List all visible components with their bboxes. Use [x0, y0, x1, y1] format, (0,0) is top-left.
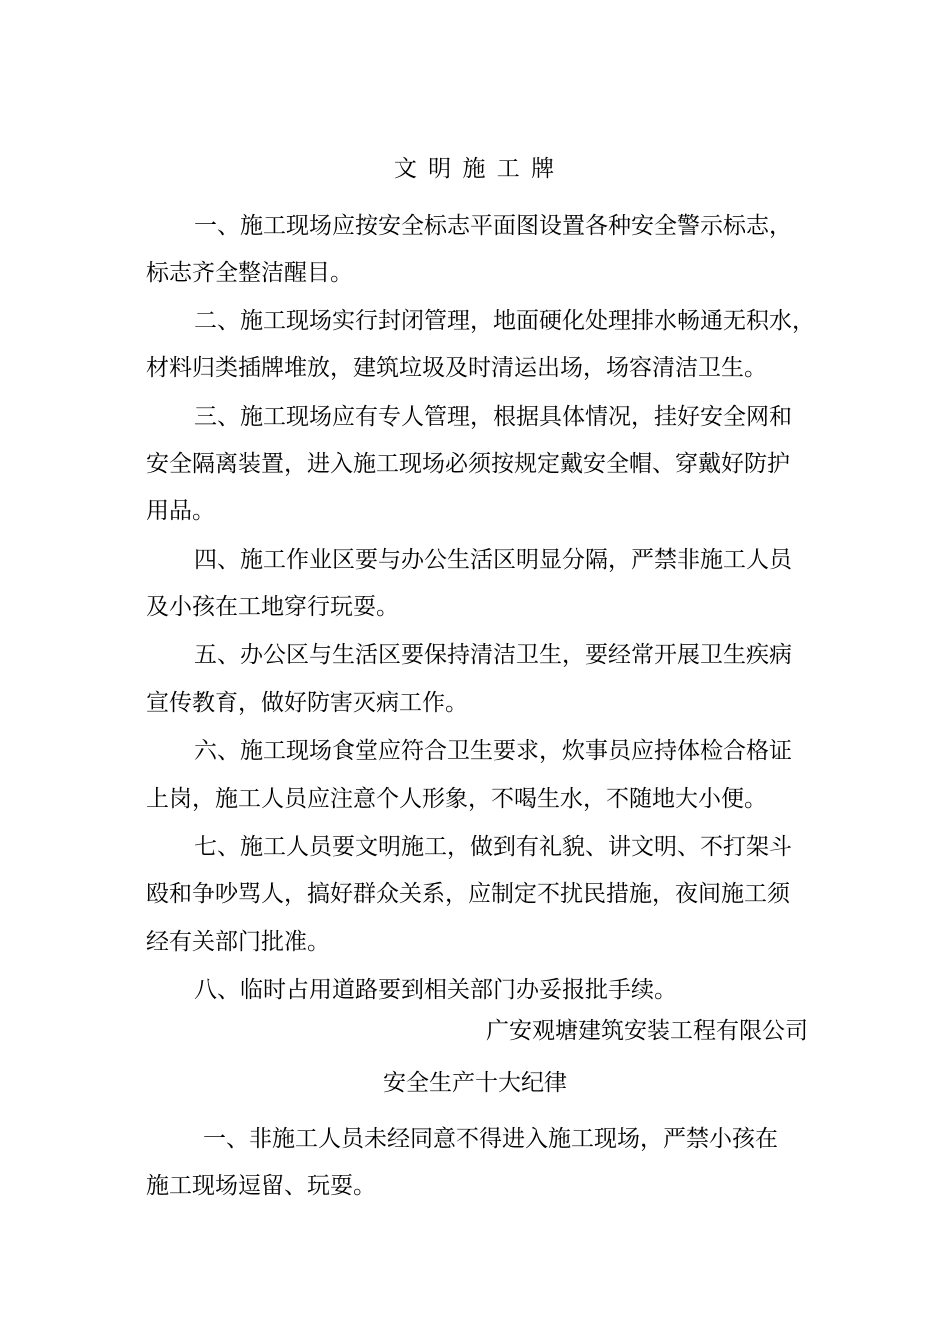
- paragraph-line: 一、非施工人员未经同意不得进入施工现场，严禁小孩在: [203, 1126, 778, 1152]
- paragraph-line: 经有关部门批准。: [146, 929, 330, 955]
- paragraph-line: 七、施工人员要文明施工，做到有礼貌、讲文明、不打架斗: [194, 834, 792, 860]
- title-civilized-construction: 文 明 施 工 牌: [393, 156, 557, 182]
- paragraph-line: 一、施工现场应按安全标志平面图设置各种安全警示标志，: [194, 213, 792, 239]
- title-safety-discipline: 安全生产十大纪律: [383, 1070, 567, 1096]
- paragraph-line: 宣传教育，做好防害灭病工作。: [146, 690, 468, 716]
- company-signature: 广安观塘建筑安装工程有限公司: [486, 1018, 808, 1044]
- paragraph-line: 材料归类插牌堆放，建筑垃圾及时清运出场，场容清洁卫生。: [146, 355, 767, 381]
- paragraph-line: 八、临时占用道路要到相关部门办妥报批手续。: [194, 977, 677, 1003]
- paragraph-line: 安全隔离装置，进入施工现场必须按规定戴安全帽、穿戴好防护: [146, 451, 790, 477]
- paragraph-line: 施工现场逗留、玩耍。: [146, 1173, 376, 1199]
- paragraph-line: 三、施工现场应有专人管理，根据具体情况，挂好安全网和: [194, 404, 792, 430]
- paragraph-line: 二、施工现场实行封闭管理，地面硬化处理排水畅通无积水，: [194, 308, 815, 334]
- paragraph-line: 殴和争吵骂人，搞好群众关系，应制定不扰民措施，夜间施工须: [146, 881, 790, 907]
- paragraph-line: 五、办公区与生活区要保持清洁卫生，要经常开展卫生疾病: [194, 642, 792, 668]
- paragraph-line: 及小孩在工地穿行玩耍。: [146, 594, 399, 620]
- paragraph-line: 用品。: [146, 498, 215, 524]
- paragraph-line: 标志齐全整洁醒目。: [146, 260, 353, 286]
- paragraph-line: 上岗，施工人员应注意个人形象，不喝生水，不随地大小便。: [146, 786, 767, 812]
- paragraph-line: 四、施工作业区要与办公生活区明显分隔，严禁非施工人员: [194, 547, 792, 573]
- paragraph-line: 六、施工现场食堂应符合卫生要求，炊事员应持体检合格证: [194, 738, 792, 764]
